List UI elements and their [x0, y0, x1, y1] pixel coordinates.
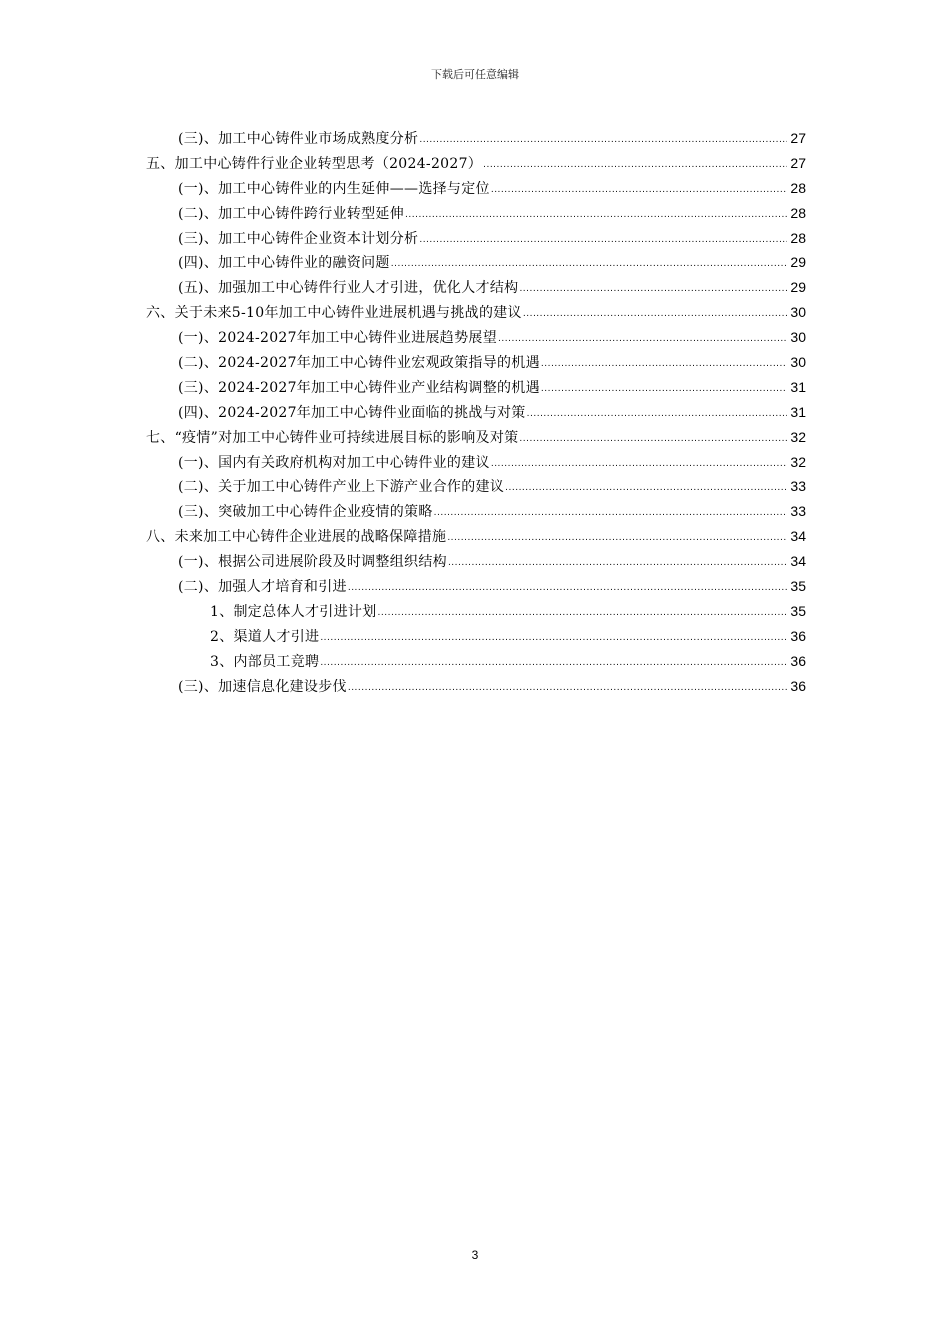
toc-dot-leader — [320, 626, 787, 651]
toc-entry-title: 3、内部员工竞聘 — [210, 653, 320, 670]
toc-entry-page: 30 — [790, 354, 806, 371]
toc-entry-title: (四)、2024-2027年加工中心铸件业面临的挑战与对策 — [178, 404, 526, 421]
toc-entry[interactable] — [146, 151, 806, 176]
toc-entry-title: (五)、加强加工中心铸件行业人才引进，优化人才结构 — [178, 280, 519, 297]
toc-entry-page: 31 — [790, 378, 806, 395]
toc-entry-page: 36 — [790, 677, 806, 694]
toc-entry-page: 34 — [790, 553, 806, 570]
toc-dot-leader — [447, 526, 787, 551]
toc-entry[interactable] — [146, 549, 806, 574]
toc-entry[interactable] — [146, 350, 806, 375]
toc-dot-leader — [483, 153, 787, 178]
toc-entry-title: 五、加工中心铸件行业企业转型思考（2024-2027） — [146, 155, 483, 172]
toc-entry-page: 27 — [790, 154, 806, 171]
page-number: 3 — [471, 1248, 479, 1262]
toc-entry[interactable] — [146, 325, 806, 350]
toc-entry[interactable] — [146, 400, 806, 425]
toc-entry[interactable] — [146, 624, 806, 649]
toc-entry-page: 36 — [790, 652, 806, 669]
toc-dot-leader — [405, 203, 787, 228]
toc-entry[interactable] — [146, 275, 806, 300]
toc-entry[interactable] — [146, 649, 806, 674]
toc-entry[interactable] — [146, 450, 806, 475]
toc-entry-page: 33 — [790, 503, 806, 520]
toc-entry-page: 30 — [790, 329, 806, 346]
toc-entry-page: 34 — [790, 528, 806, 545]
toc-entry-page: 33 — [790, 478, 806, 495]
toc-entry-page: 29 — [790, 254, 806, 271]
toc-entry-title: (三)、2024-2027年加工中心铸件业产业结构调整的机遇 — [178, 379, 540, 396]
toc-entry-page: 29 — [790, 279, 806, 296]
toc-entry-title: (三)、加工中心铸件企业资本计划分析 — [178, 230, 419, 247]
toc-entry-title: 1、制定总体人才引进计划 — [210, 603, 377, 620]
toc-entry-title: (三)、突破加工中心铸件企业疫情的策略 — [178, 504, 433, 521]
toc-entry-title: 八、未来加工中心铸件企业进展的战略保障措施 — [146, 529, 447, 546]
toc-dot-leader — [419, 128, 787, 153]
toc-entry-page: 32 — [790, 428, 806, 445]
toc-entry[interactable] — [146, 474, 806, 499]
toc-entry[interactable] — [146, 250, 806, 275]
toc-dot-leader — [434, 501, 787, 526]
toc-dot-leader — [419, 228, 787, 253]
toc-entry-title: (三)、加速信息化建设步伐 — [178, 678, 347, 695]
toc-entry-title: (二)、加工中心铸件跨行业转型延伸 — [178, 205, 405, 222]
toc-dot-leader — [491, 178, 787, 203]
toc-dot-leader — [498, 327, 787, 352]
toc-dot-leader — [541, 377, 787, 402]
toc-dot-leader — [348, 576, 787, 601]
toc-dot-leader — [505, 476, 787, 501]
toc-entry[interactable] — [146, 425, 806, 450]
toc-dot-leader — [320, 651, 787, 676]
toc-entry-title: (二)、2024-2027年加工中心铸件业宏观政策指导的机遇 — [178, 355, 540, 372]
toc-entry-title: 七、“疫情”对加工中心铸件业可持续进展目标的影响及对策 — [146, 429, 519, 446]
toc-entry[interactable] — [146, 126, 806, 151]
toc-entry[interactable] — [146, 201, 806, 226]
toc-entry-page: 36 — [790, 627, 806, 644]
toc-entry-page: 27 — [790, 130, 806, 146]
toc-dot-leader — [527, 402, 787, 427]
toc-entry[interactable] — [146, 524, 806, 549]
toc-entry-title: (一)、2024-2027年加工中心铸件业进展趋势展望 — [178, 330, 498, 347]
toc-entry-title: (二)、加强人才培育和引进 — [178, 579, 347, 596]
toc-entry-page: 28 — [790, 229, 806, 246]
toc-entry[interactable] — [146, 375, 806, 400]
toc-entry-page: 32 — [790, 453, 806, 470]
toc-entry[interactable] — [146, 300, 806, 325]
toc-entry[interactable] — [146, 499, 806, 524]
toc-dot-leader — [491, 452, 787, 477]
toc-entry[interactable] — [146, 599, 806, 624]
toc-entry-title: (一)、加工中心铸件业的内生延伸——选择与定位 — [178, 180, 490, 197]
toc-entry-title: (三)、加工中心铸件业市场成熟度分析 — [178, 131, 419, 147]
toc-dot-leader — [541, 352, 787, 377]
toc-dot-leader — [391, 252, 787, 277]
toc-dot-leader — [523, 302, 787, 327]
toc-entry-title: (一)、国内有关政府机构对加工中心铸件业的建议 — [178, 454, 490, 471]
table-of-contents — [146, 126, 806, 698]
toc-entry-page: 31 — [790, 403, 806, 420]
toc-entry[interactable] — [146, 226, 806, 251]
toc-dot-leader — [519, 277, 787, 302]
toc-dot-leader — [519, 427, 787, 452]
toc-entry-title: (一)、根据公司进展阶段及时调整组织结构 — [178, 554, 447, 571]
page-header: 下载后可任意编辑 — [431, 68, 519, 81]
toc-entry-title: 六、关于未来5-10年加工中心铸件业进展机遇与挑战的建议 — [146, 305, 522, 322]
toc-entry-page: 35 — [790, 602, 806, 619]
toc-entry-page: 30 — [790, 304, 806, 321]
toc-entry[interactable] — [146, 574, 806, 599]
toc-entry-title: 2、渠道人才引进 — [210, 628, 320, 645]
toc-dot-leader — [348, 676, 787, 701]
toc-entry-page: 28 — [790, 204, 806, 221]
toc-dot-leader — [378, 601, 787, 626]
toc-entry[interactable] — [146, 674, 806, 699]
toc-entry-page: 35 — [790, 578, 806, 595]
toc-entry-page: 28 — [790, 179, 806, 196]
toc-dot-leader — [448, 551, 787, 576]
toc-entry[interactable] — [146, 176, 806, 201]
toc-entry-title: (二)、关于加工中心铸件产业上下游产业合作的建议 — [178, 479, 505, 496]
toc-entry-title: (四)、加工中心铸件业的融资问题 — [178, 255, 390, 272]
